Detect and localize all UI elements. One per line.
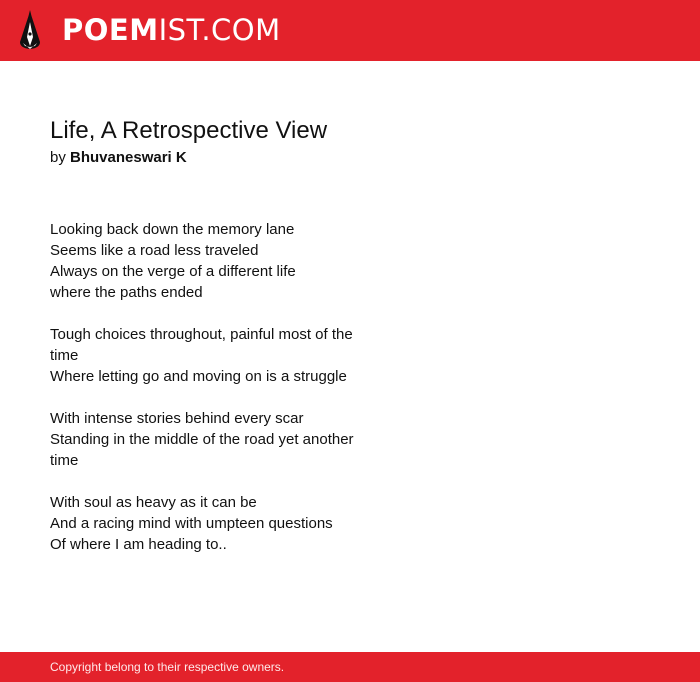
- poem-line: Seems like a road less traveled: [50, 242, 259, 259]
- logo-light-text: IST.COM: [158, 13, 281, 47]
- poem-line: Always on the verge of a different life: [50, 263, 296, 280]
- poem-line: Of where I am heading to..: [50, 536, 227, 553]
- byline: [50, 148, 187, 168]
- site-logo[interactable]: [62, 13, 281, 47]
- poem-line: And a racing mind with umpteen questions: [50, 515, 333, 532]
- stanza: [50, 408, 360, 471]
- poem-line: With intense stories behind every scar: [50, 410, 304, 427]
- poem-title: Life, A Retrospective View: [50, 117, 328, 144]
- site-header: [0, 0, 700, 61]
- poem-body: [50, 219, 360, 576]
- stanza: [50, 324, 360, 387]
- stanza: [50, 219, 360, 303]
- poem-line: Looking back down the memory lane: [50, 221, 295, 238]
- site-footer: [0, 652, 700, 682]
- poem-line: where the paths ended: [50, 284, 203, 301]
- poem-line: With soul as heavy as it can be: [50, 494, 257, 511]
- author-name: Bhuvaneswari K: [70, 149, 187, 166]
- poem-line: Tough choices throughout, painful most of the time: [50, 326, 353, 364]
- poem-line: Where letting go and moving on is a struggle: [50, 368, 347, 385]
- copyright-text: Copyright belong to their respective owners.: [50, 660, 285, 674]
- stanza: [50, 492, 360, 555]
- poem-line: Standing in the middle of the road yet another time: [50, 431, 354, 469]
- by-label: by: [50, 149, 66, 166]
- logo-bold-text: POEM: [62, 13, 159, 47]
- pen-nib-icon[interactable]: [18, 10, 42, 50]
